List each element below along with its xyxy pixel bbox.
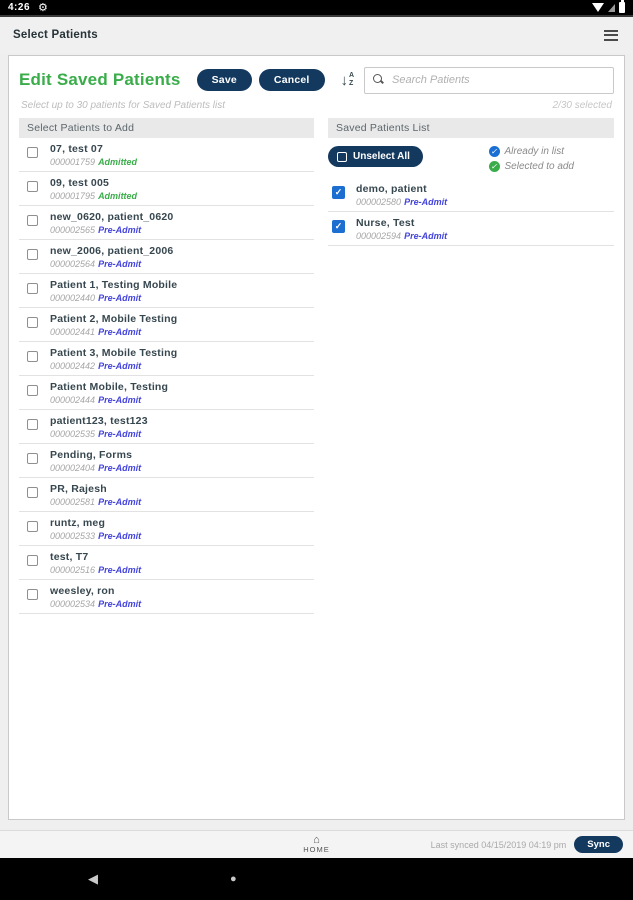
patient-checkbox[interactable] [27,181,38,192]
search-input[interactable] [392,74,605,86]
patient-checkbox[interactable] [27,351,38,362]
patient-name: demo, patient [356,183,427,195]
patient-status: Pre-Admit [98,259,142,269]
patient-checkbox[interactable] [332,186,345,199]
patient-row[interactable] [19,478,314,512]
patient-name: PR, Rajesh [50,483,107,495]
main-area [0,53,633,830]
search-icon [373,74,385,86]
patient-mrn: 000002441 [50,327,96,337]
patient-status: Pre-Admit [98,565,142,575]
patient-row[interactable] [19,410,314,444]
patient-checkbox[interactable] [27,215,38,226]
battery-icon [619,2,625,13]
patient-name: 09, test 005 [50,177,110,189]
patient-mrn: 000001795 [50,191,96,201]
app-bar [0,17,633,53]
search-box [364,67,614,94]
cancel-button[interactable]: Cancel [259,69,325,91]
patient-checkbox[interactable] [27,283,38,294]
patient-mrn: 000002440 [50,293,96,303]
patient-mrn: 000002533 [50,531,96,541]
sync-button[interactable]: Sync [574,836,623,853]
patient-checkbox[interactable] [27,147,38,158]
patient-mrn: 000002594 [356,231,402,241]
patient-name: 07, test 07 [50,143,103,155]
patient-row[interactable] [19,342,314,376]
patient-status: Pre-Admit [98,225,142,235]
patient-checkbox[interactable] [27,453,38,464]
hamburger-menu-icon[interactable] [602,26,620,45]
patient-checkbox[interactable] [27,555,38,566]
unselect-all-button[interactable]: Unselect All [328,146,423,167]
patient-status: Pre-Admit [98,293,142,303]
status-time: 4:26 [8,2,31,13]
select-patients-panel [19,118,314,614]
legend [489,146,575,172]
patient-mrn: 000002534 [50,599,96,609]
patient-mrn: 000002404 [50,463,96,473]
nav-home-icon[interactable] [230,873,237,885]
cell-signal-icon [608,4,615,12]
patient-status: Admitted [98,191,138,201]
patient-checkbox[interactable] [27,419,38,430]
android-nav-bar [0,858,633,900]
legend-selected-to-add: ✓ Selected to add [489,161,575,172]
patient-status: Pre-Admit [98,361,142,371]
patient-status: Pre-Admit [98,395,142,405]
patient-row[interactable] [19,444,314,478]
patient-checkbox[interactable] [27,521,38,532]
patient-row[interactable] [19,308,314,342]
home-label: HOME [303,845,330,855]
patient-checkbox[interactable] [27,589,38,600]
patient-status: Pre-Admit [98,327,142,337]
patient-mrn: 000002444 [50,395,96,405]
patient-mrn: 000001759 [50,157,96,167]
patient-checkbox[interactable] [27,317,38,328]
patient-status: Pre-Admit [98,599,142,609]
back-icon[interactable] [88,871,98,887]
green-check-icon [489,161,500,172]
patient-name: Patient 1, Testing Mobile [50,279,178,291]
patient-row[interactable] [328,212,614,246]
last-synced-text: Last synced 04/15/2019 04:19 pm [430,839,567,850]
blue-check-icon [489,146,500,157]
patient-mrn: 000002535 [50,429,96,439]
right-patient-list [328,178,614,246]
patient-row[interactable] [19,206,314,240]
patient-row[interactable] [328,178,614,212]
patient-mrn: 000002581 [50,497,96,507]
home-button[interactable] [303,835,330,854]
save-button[interactable]: Save [197,69,252,91]
patient-checkbox[interactable] [27,249,38,260]
patient-row[interactable] [19,240,314,274]
patient-name: new_0620, patient_0620 [50,211,174,223]
patient-row[interactable] [19,138,314,172]
patient-row[interactable] [19,274,314,308]
patient-row[interactable] [19,172,314,206]
sort-a-z-icon[interactable]: ↓ A Z [340,71,354,89]
toolbar [19,64,614,96]
patient-status: Pre-Admit [98,463,142,473]
patient-checkbox[interactable] [332,220,345,233]
patient-name: Patient Mobile, Testing [50,381,169,393]
patient-mrn: 000002580 [356,197,402,207]
patient-mrn: 000002565 [50,225,96,235]
selection-hint: Select up to 30 patients for Saved Patients list [21,100,226,111]
patient-row[interactable] [19,376,314,410]
patient-mrn: 000002516 [50,565,96,575]
patient-status: Pre-Admit [98,497,142,507]
page-title: Select Patients [13,29,98,41]
patient-name: new_2006, patient_2006 [50,245,174,257]
subtitle-row [21,100,612,111]
android-status-bar [0,0,633,17]
patient-name: weesley, ron [50,585,115,597]
patient-name: Patient 3, Mobile Testing [50,347,178,359]
patient-checkbox[interactable] [27,385,38,396]
patient-mrn: 000002442 [50,361,96,371]
patient-row[interactable] [19,512,314,546]
patient-checkbox[interactable] [27,487,38,498]
settings-gear-icon [30,1,48,14]
patient-status: Pre-Admit [98,531,142,541]
right-panel-header: Saved Patients List [328,118,614,138]
patient-name: Pending, Forms [50,449,133,461]
patient-name: runtz, meg [50,517,106,529]
patient-row[interactable] [19,546,314,580]
patient-status: Pre-Admit [404,197,448,207]
left-panel-header: Select Patients to Add [19,118,314,138]
patient-name: Patient 2, Mobile Testing [50,313,178,325]
footer-bar [0,830,633,858]
patient-name: patient123, test123 [50,415,148,427]
saved-patients-panel [328,118,614,614]
patient-name: Nurse, Test [356,217,415,229]
checkbox-icon [337,152,347,162]
patient-status: Admitted [98,157,138,167]
selected-count: 2/30 selected [552,100,612,111]
patient-mrn: 000002564 [50,259,96,269]
left-patient-list [19,138,314,614]
legend-already-in-list: ✓ Already in list [489,146,575,157]
patient-status: Pre-Admit [98,429,142,439]
patient-name: test, T7 [50,551,89,563]
edit-saved-patients-card [8,55,625,820]
patient-row[interactable] [19,580,314,614]
edit-saved-patients-title: Edit Saved Patients [19,70,181,89]
patient-status: Pre-Admit [404,231,448,241]
wifi-icon [592,3,604,12]
